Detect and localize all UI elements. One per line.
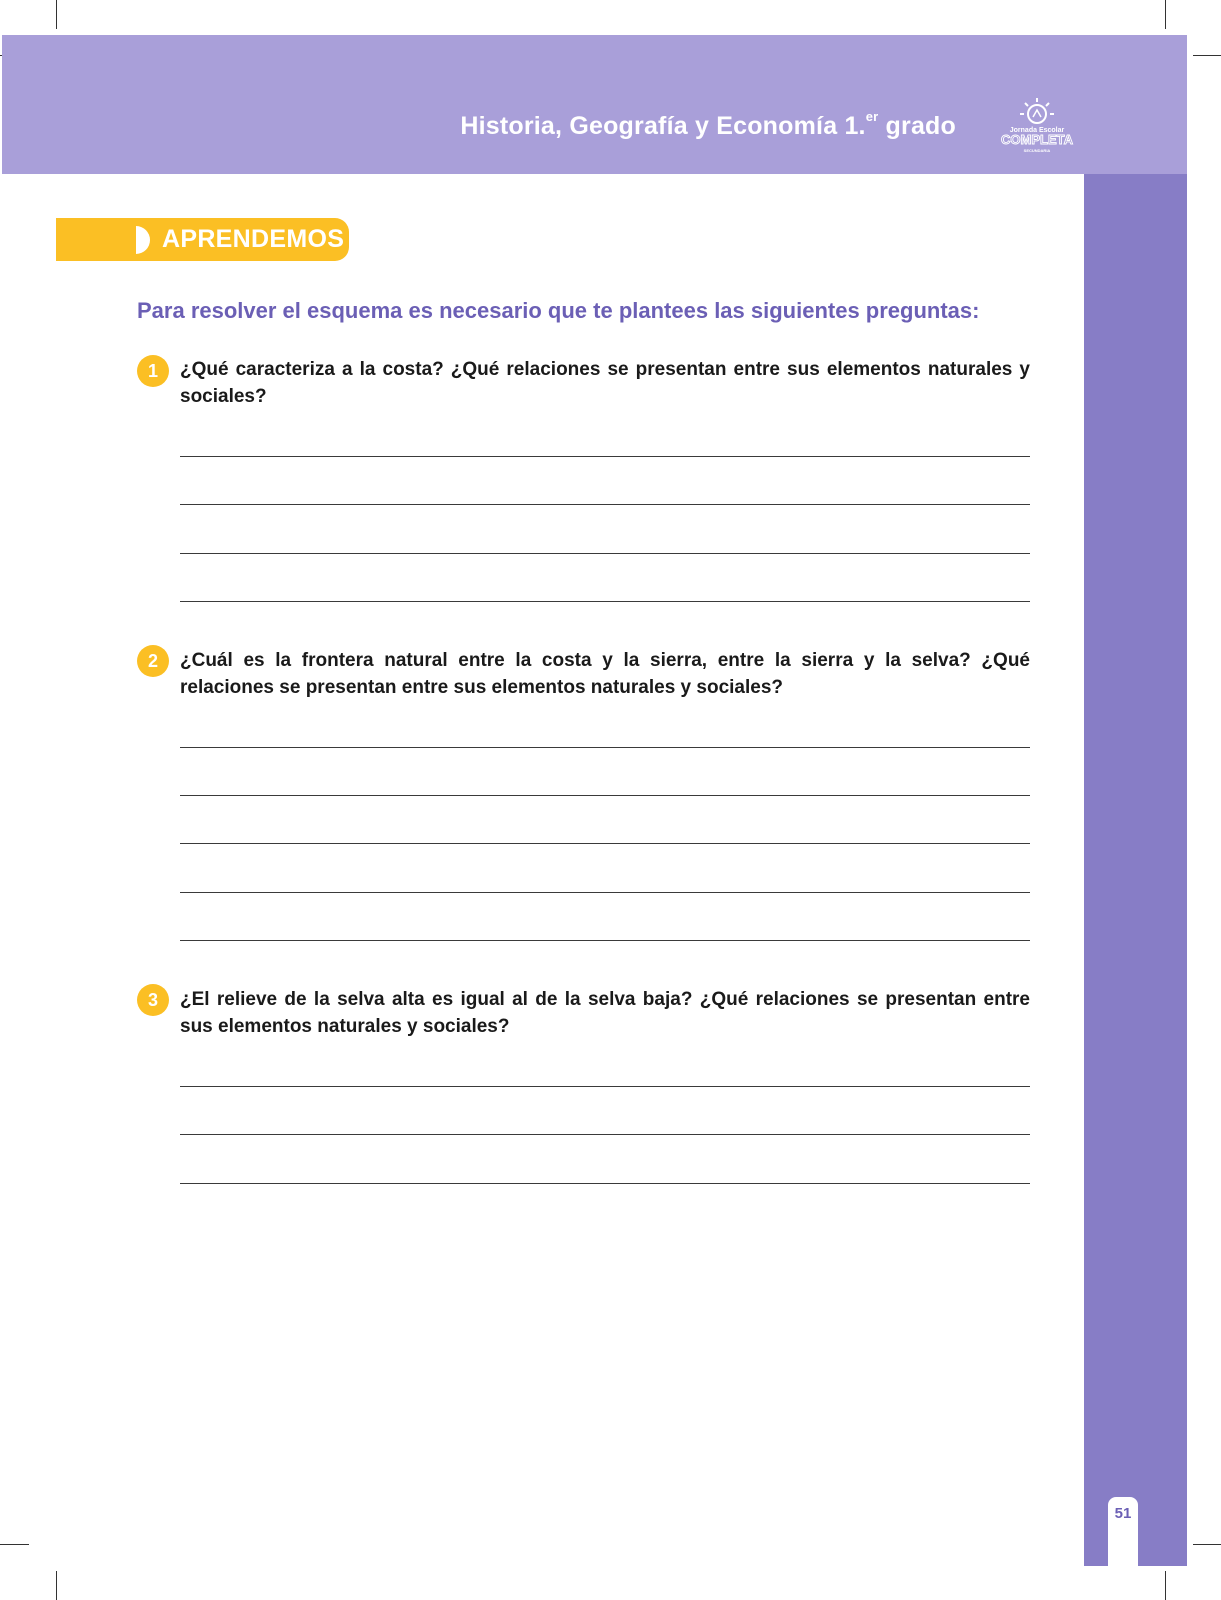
question-text: ¿El relieve de la selva alta es igual al de la selva baja? ¿Qué relaciones se presentan entre sus elementos naturales y sociales?	[180, 989, 1030, 1037]
page-number: 51	[1114, 1505, 1132, 1522]
header-title-main: Historia, Geografía y Economía 1.	[460, 112, 866, 140]
jornada-escolar-logo	[996, 96, 1078, 158]
logo-line3: SECUNDARIA	[1023, 148, 1051, 153]
answer-line[interactable]	[180, 892, 1030, 893]
header-title-end: grado	[878, 112, 956, 140]
logo-line2: COMPLETA	[1001, 132, 1073, 147]
page-header-title	[460, 108, 956, 141]
logo-line1: Jornada Escolar	[1009, 127, 1065, 134]
side-band	[1084, 174, 1187, 1566]
answer-line[interactable]	[180, 795, 1030, 796]
question-text: ¿Cuál es la frontera natural entre la costa y la sierra, entre la sierra y la selva? ¿Qué relaciones se presentan entre sus elementos naturales y sociales?	[180, 650, 1030, 698]
question-number-badge: 3	[137, 984, 169, 1016]
crop-mark	[1165, 1571, 1166, 1600]
answer-line[interactable]	[180, 940, 1030, 941]
section-label-text: APRENDEMOS	[162, 225, 345, 253]
answer-line[interactable]	[180, 456, 1030, 457]
question-text: ¿Qué caracteriza a la costa? ¿Qué relaciones se presentan entre sus elementos naturales y sociales?	[180, 359, 1030, 407]
answer-line[interactable]	[180, 504, 1030, 505]
answer-line[interactable]	[180, 747, 1030, 748]
crop-mark	[56, 1571, 57, 1600]
crop-mark	[1193, 55, 1221, 56]
crop-mark	[56, 0, 57, 29]
answer-line[interactable]	[180, 1134, 1030, 1135]
question-number-badge: 2	[137, 645, 169, 677]
answer-line[interactable]	[180, 1086, 1030, 1087]
answer-line[interactable]	[180, 553, 1030, 554]
sun-icon	[1020, 98, 1054, 123]
answer-line[interactable]	[180, 1183, 1030, 1184]
crop-mark	[1165, 0, 1166, 29]
half-circle-icon	[136, 226, 150, 254]
header-title-sup: er	[865, 108, 879, 124]
crop-mark	[1193, 1544, 1221, 1545]
section-label-aprendemos	[56, 218, 349, 261]
question-number-badge: 1	[137, 355, 169, 387]
answer-line[interactable]	[180, 601, 1030, 602]
intro-heading: Para resolver el esquema es necesario que te plantees las siguientes preguntas:	[137, 298, 980, 323]
answer-line[interactable]	[180, 843, 1030, 844]
crop-mark	[0, 1544, 29, 1545]
